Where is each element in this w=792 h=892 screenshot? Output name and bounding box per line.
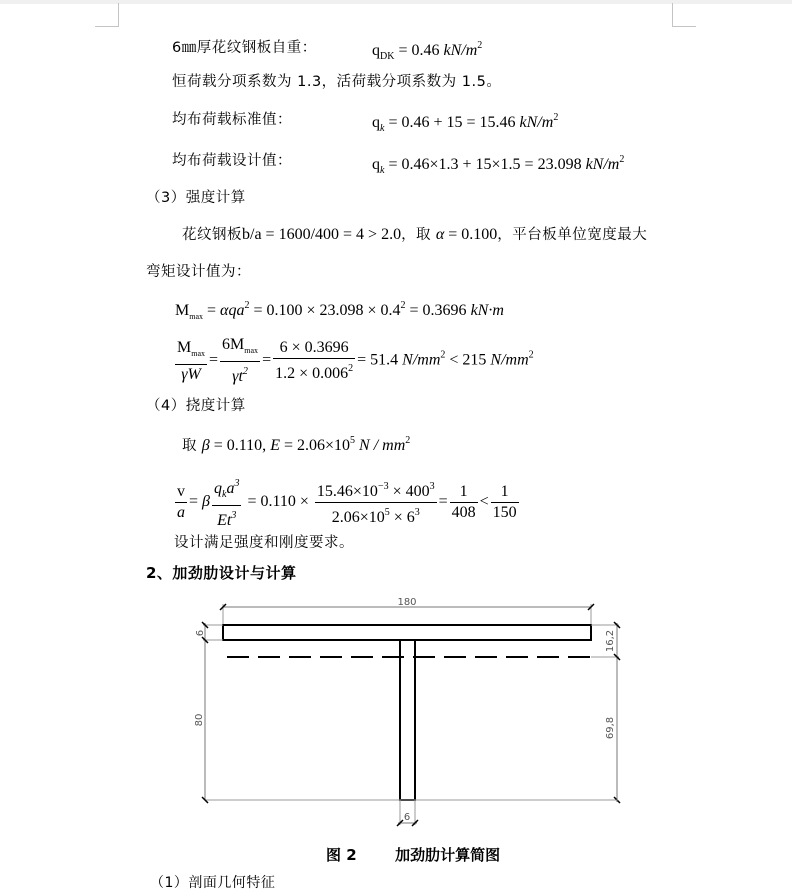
dim-label-6-web: 6 bbox=[403, 812, 411, 823]
strength-paragraph-line2: 弯矩设计值为： bbox=[146, 264, 251, 280]
fraction-1-over-150: $\frac{1}{150}$ bbox=[492, 483, 517, 521]
t-section-diagram bbox=[185, 590, 635, 835]
fraction-qk-a3-over-et3: $\frac{q_ka^3}{Et^3}$ bbox=[212, 475, 241, 530]
web-rib bbox=[400, 640, 415, 800]
standard-load-formula: $q_k = 0.46 + 15 = 15.46$ $kN/m^2$ bbox=[372, 112, 559, 134]
load-factors-text: 恒荷载分项系数为 1.3，活荷载分项系数为 1.5。 bbox=[172, 74, 502, 90]
figure-number: 图 2 bbox=[326, 846, 357, 864]
dim-label-180: 180 bbox=[397, 597, 417, 608]
dimension-flange-width bbox=[220, 597, 594, 624]
dim-label-69-8: 69,8 bbox=[605, 716, 616, 740]
strength-paragraph-line1: 花纹钢板b/a = 1600/400 = 4 > 2.0，取 α = 0.100，平台板单位宽度最大 bbox=[182, 226, 648, 243]
fraction-deflection-values: $\frac{15.46\times 10^{-3} \times 400^3}{2.06\times 10^5 \times 6^3}$ bbox=[315, 478, 437, 527]
figure-caption bbox=[326, 844, 500, 865]
fraction-stress-values: $\frac{6 \times 0.3696}{1.2 \times 0.006^2}$ bbox=[275, 339, 354, 382]
margin-corner-mark-left bbox=[95, 3, 119, 27]
fraction-v-over-a: $\frac{v}{a}$ bbox=[177, 483, 185, 521]
dimension-flange-thickness bbox=[195, 622, 223, 800]
design-load-label: 均布荷载设计值： bbox=[172, 153, 292, 169]
figure-title: 加劲肋计算简图 bbox=[395, 846, 501, 864]
standard-load-label: 均布荷载标准值： bbox=[172, 112, 292, 128]
dim-label-80: 80 bbox=[194, 713, 205, 727]
next-heading-cutoff: （1）剖面几何特征 bbox=[150, 875, 276, 891]
self-weight-label: 6㎜厚花纹钢板自重： bbox=[172, 40, 317, 56]
section-4-heading: （4）挠度计算 bbox=[146, 398, 246, 414]
margin-corner-mark-right bbox=[672, 3, 696, 27]
fraction-1-over-408: $\frac{1}{408}$ bbox=[451, 483, 476, 521]
deflection-equation: $\frac{v}{a}$ = β $\frac{q_ka^3}{Et^3}$ = 0.110 × $\frac{15.46\times 10^{-3} \times 400^3}{2.06\times 10^5 \times 6^3}$ = $\frac{1}{408}$ < $\frac{1}{150}$ bbox=[173, 475, 521, 530]
stress-equation: $\frac{M_{max}}{\gamma W}$ = $\frac{6M_{max}}{\gamma t^2}$ = $\frac{6 \times 0.3696}{1.2 \times 0.006^2}$ = 51.4 $N/mm^2 < 215$ $N/mm^2$ bbox=[177, 336, 534, 385]
dim-label-6-flange: 6 bbox=[195, 629, 206, 637]
dim-label-16-2: 16,2 bbox=[605, 629, 616, 653]
self-weight-formula: $q_{DK} = 0.46$ $kN/m^2$ bbox=[372, 40, 483, 62]
fraction-6m-over-gamma-t2: $\frac{6M_{max}}{\gamma t^2}$ bbox=[222, 336, 259, 385]
design-load-formula: $q_k = 0.46\times 1.3 + 15\times 1.5 = 23.098$ $kN/m^2$ bbox=[372, 154, 625, 176]
flange-plate bbox=[223, 625, 591, 640]
conclusion-text: 设计满足强度和刚度要求。 bbox=[174, 535, 354, 551]
section-3-heading: （3）强度计算 bbox=[146, 190, 246, 206]
beta-e-line: 取 β = 0.110, $E = 2.06\times 10^5$ N / $mm^2$ bbox=[182, 435, 411, 454]
mmax-equation: $M_{max} = \alpha qa^2 = 0.100 \times 23.098 \times 0.4^2 = 0.3696$ kN·m bbox=[175, 300, 504, 321]
fraction-m-over-gamma-w: $\frac{M_{max}}{\gamma W}$ bbox=[177, 338, 206, 383]
dimension-neutral-axis bbox=[591, 622, 620, 802]
dimension-web-thickness bbox=[397, 800, 418, 826]
section-2-heading: 2、加劲肋设计与计算 bbox=[146, 564, 297, 582]
self-weight-line bbox=[172, 37, 317, 58]
